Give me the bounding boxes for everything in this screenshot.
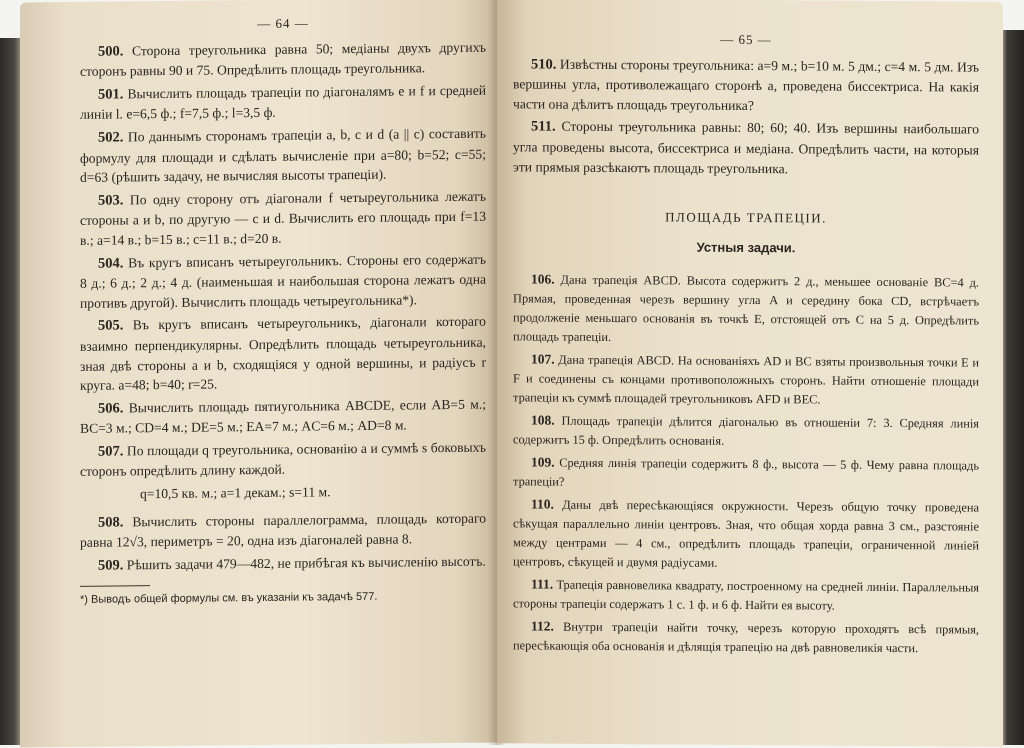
problem-500: 500. Сторона треугольника равна 50; медіаны двухъ другихъ сторонъ равны 90 и 75. Опредѣлить площадь треугольника. — [80, 39, 487, 80]
problem-503: 503. По одну сторону отъ діагонали f четыреугольника лежатъ стороны a и b, по другую — c и d. Вычислить его площадь при f=13 в.; a=14 в.; b=15 в.; c=11 в.; d=20 в. — [80, 188, 486, 248]
problem-511: 511. Стороны треугольника равны: 80; 60; 40. Изъ вершины наибольшаго угла проведены высота, биссектриса и медіана. Опредѣлить части, на которыя эти прямыя разсѣкаютъ площадь треугольника. — [513, 118, 979, 176]
problem-509: 509. Рѣшить задачи 479—482, не прибѣгая къ вычисленію высотъ. — [98, 553, 486, 574]
right-page — [497, 0, 1003, 747]
problem-508: 508. Вычислить стороны параллелограмма, площадь котораго равна 12√3, периметръ = 20, одна изъ діагоналей равна 8. — [80, 510, 486, 551]
problem-510: 510. Извѣстны стороны треугольника: a=9 м.; b=10 м. 5 дм.; c=4 м. 5 дм. Изъ вершины угла, противолежащаго сторонѣ a, проведена биссектриса. На какія части она дѣлитъ площадь треугольника? — [513, 56, 979, 113]
problem-507: 507. По площади q треугольника, основанію a и суммѣ s боковыхъ сторонъ опредѣлить длину каждой. — [80, 439, 486, 480]
subsection-title: Устныя задачи. — [696, 239, 796, 256]
footnote-rule — [80, 586, 150, 588]
problem-504: 504. Въ кругъ вписанъ четыреугольникъ. Стороны его содержатъ 8 д.; 6 д.; 2 д.; 4 д. (наименьшая и наибольшая сторона лежатъ одна противъ другой). Вычислить площадь четыреугольника*). — [80, 251, 486, 311]
page-number-left: — 64 — — [257, 15, 309, 32]
oral-problem-107: 107. Дана трапеція ABCD. На основаніяхъ AD и BC взяты произвольныя точки E и F и соединены съ концами противоположныхъ сторонъ. Найти отношеніе площади трапеціи къ суммѣ площадей треугольниковъ AFD и BEC. — [513, 351, 979, 407]
problem-505: 505. Въ кругъ вписанъ четыреугольникъ, діагонали котораго взаимно перпендикулярны. Опредѣлить площадь четыреугольника, зная двѣ стороны a и b, сходящіяся у одной вершины, и радіусъ r круга. a=48; b=40; r=25. — [80, 313, 486, 393]
oral-problem-109: 109. Средняя линія трапеціи содержитъ 8 ф., высота — 5 ф. Чему равна площадь трапеціи? — [513, 454, 979, 490]
oral-problem-112: 112. Внутри трапеціи найти точку, черезъ которую проходятъ всѣ прямыя, пересѣкающія оба основанія и дѣлящія трапецію на двѣ равновеликія части. — [513, 618, 979, 656]
problem-502: 502. По даннымъ сторонамъ трапеціи a, b, c и d (a || c) составить формулу для площади и сдѣлать вычисленіе при a=80; b=52; c=55; d=63 (рѣшить задачу, не вычисляя высоты трапеціи). — [80, 125, 486, 186]
book-cover-right-edge — [1000, 30, 1024, 745]
problem-507-values: q=10,5 кв. м.; a=1 декам.; s=11 м. — [140, 484, 331, 502]
oral-problem-111: 111. Трапеція равновелика квадрату, построенному на средней линіи. Параллельныя стороны трапеціи содержатъ 1 с. 1 ф. и 6 ф. Найти ея высоту. — [513, 576, 979, 613]
page-number-right: — 65 — — [720, 31, 772, 48]
left-page — [20, 0, 498, 748]
oral-problem-110: 110. Даны двѣ пересѣкающіяся окружности. Черезъ общую точку проведена сѣкущая параллельно линіи центровъ. Зная, что общая хорда равна 3 см., разстояніе между центрами — 4 см., опредѣлить площадь трапеціи, ограниченной линіей центровъ, сѣкущей и двумя радіусами. — [513, 496, 979, 571]
oral-problem-106: 106. Дана трапеція ABCD. Высота содержитъ 2 д., меньшее основаніе BC=4 д. Прямая, проведенная черезъ вершину угла A и середину бока CD, встрѣчаетъ продолженіе меньшаго основанія въ точкѣ E, отстоящей отъ C на 5 д. Опредѣлить площадь трапеціи. — [513, 271, 979, 345]
oral-problem-108: 108. Площадь трапеціи дѣлится діагональю въ отношеніи 7: 3. Средняя линія содержитъ 15 ф. Опредѣлить основанія. — [513, 412, 979, 449]
section-title: ПЛОЩАДЬ ТРАПЕЦІИ. — [665, 209, 827, 226]
problem-501: 501. Вычислить площадь трапеціи по діагоналямъ e и f и средней линіи l. e=6,5 ф.; f=7,5 ф.; l=3,5 ф. — [80, 82, 487, 123]
footnote: *) Выводъ общей формулы см. въ указаніи къ задачѣ 577. — [80, 591, 378, 607]
problem-506: 506. Вычислить площадь пятиугольника ABCDE, если AB=5 м.; BC=3 м.; CD=4 м.; DE=5 м.; EA=7 м.; AC=6 м.; AD=8 м. — [80, 396, 486, 437]
